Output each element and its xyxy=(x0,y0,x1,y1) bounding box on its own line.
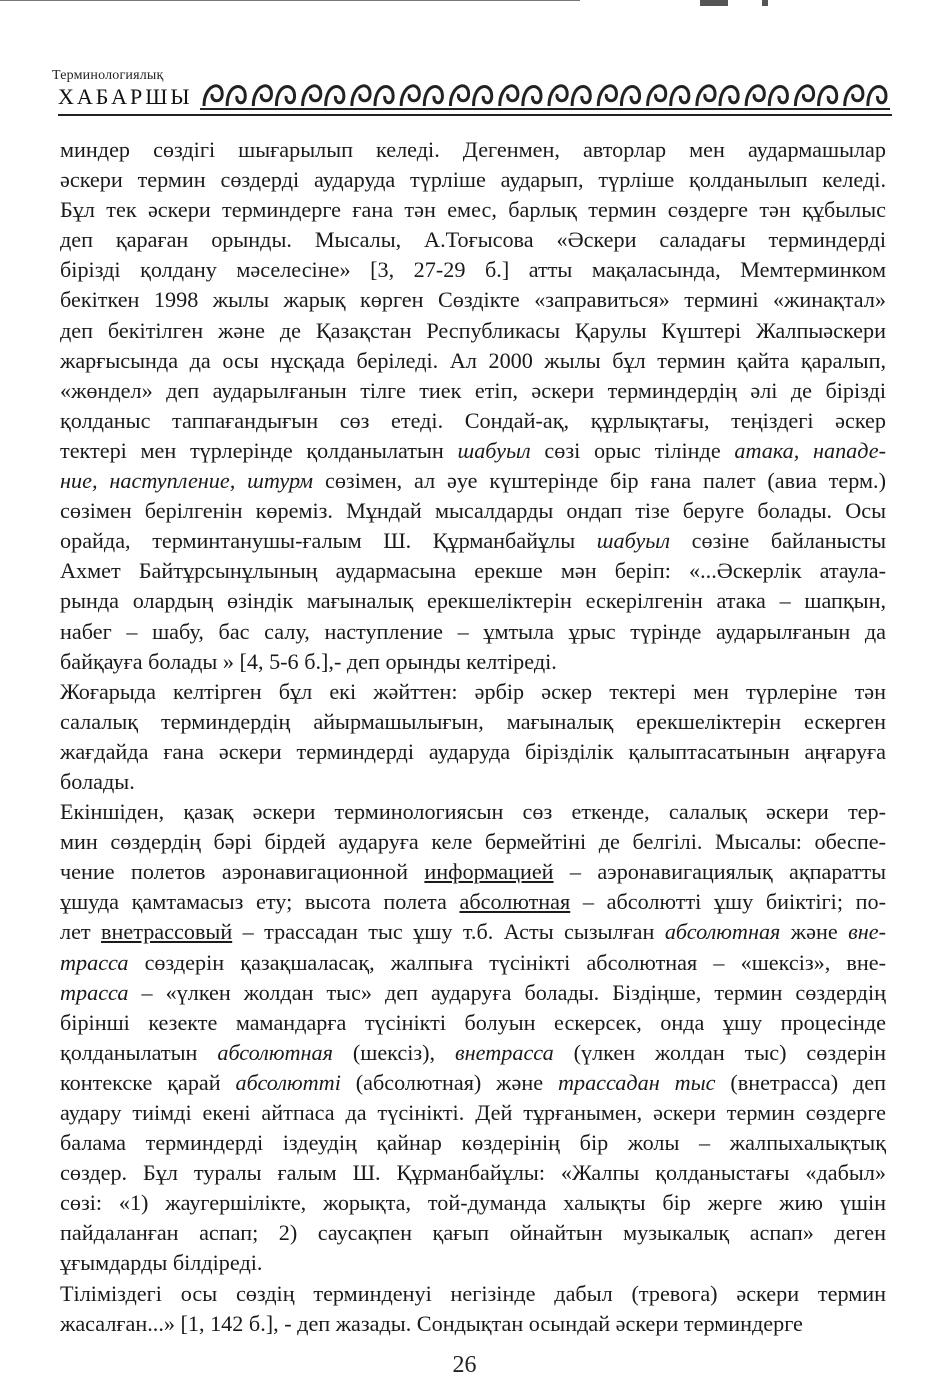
text-line xyxy=(60,285,886,315)
text-run: болады. xyxy=(60,768,135,794)
text-line xyxy=(60,1309,886,1339)
ornament-scroll xyxy=(303,86,344,106)
ornament-scroll xyxy=(352,86,393,106)
underlined-term: внетрассовый xyxy=(101,919,233,945)
text-line xyxy=(60,617,886,647)
text-run: мин сөздердің бәрі бірдей аударуға келе бермейтіні де белгілі. Мысалы: обеспе- xyxy=(60,829,886,855)
italic-term: внетрасса xyxy=(455,1039,554,1065)
text-line xyxy=(60,225,886,255)
text-run: – аэронавигациялық ақпаратты xyxy=(553,859,886,885)
text-line xyxy=(60,1008,886,1038)
text-run: (внетрасса) деп xyxy=(715,1069,886,1095)
italic-term: абсолютная xyxy=(217,1039,333,1065)
ornament-scroll xyxy=(401,86,442,106)
text-line xyxy=(60,1218,886,1248)
text-line xyxy=(60,586,886,616)
text-run: және xyxy=(780,919,849,945)
text-run: Екіншіден, қазақ әскери терминологиясын сөз еткенде, салалық әскери тер- xyxy=(60,799,886,825)
underlined-term: информацией xyxy=(424,859,554,885)
text-line xyxy=(60,948,886,978)
ornament-scroll xyxy=(598,86,639,106)
text-run: Ахмет Байтұрсынұлының аудармасына ерекше мән беріп: «...Әскерлік атаула- xyxy=(60,558,886,584)
text-run: деп қараған орынды. Мысалы, А.Тоғысова «Әскери саладағы терминдерді xyxy=(60,227,886,253)
italic-term: вне- xyxy=(848,919,886,945)
italic-term: трасса xyxy=(60,949,129,975)
text-line xyxy=(60,887,886,917)
text-line xyxy=(60,1158,886,1188)
text-run: сөздерін қазақшаласақ, жалпыға түсінікті xyxy=(128,949,587,975)
text-line xyxy=(60,737,886,767)
text-run: контекске қарай xyxy=(60,1069,236,1095)
text-run: қолданылатын xyxy=(60,1039,218,1065)
text-run: сөздер. Бұл туралы ғалым Ш. Құрманбайұлы: «Жалпы қолданыстағы «дабыл» xyxy=(60,1160,886,1186)
text-line xyxy=(60,316,886,346)
journal-header xyxy=(52,62,892,124)
text-run: вне- xyxy=(846,949,886,975)
text-run: деп бекітілген және де Қазақстан Республикасы Қарулы Күштері Жалпыәскери xyxy=(60,317,886,343)
text-run: пайдаланған аспап; 2) саусақпен қағып ойнайтын музыкалық аспап» деген xyxy=(60,1220,886,1246)
text-run: Тіліміздегі осы сөздің терминденуі негізінде дабыл (тревога) әскери термин xyxy=(60,1280,886,1306)
text-run: – «үлкен жолдан тыс» деп аударуға болады. Біздіңше, термин сөздердің xyxy=(128,979,886,1005)
text-line xyxy=(60,406,886,436)
italic-term: абсолютная xyxy=(664,919,781,945)
text-run: сөзімен, ал әуе күштерінде бір ғана палет (авиа терм.) xyxy=(313,468,886,494)
text-line xyxy=(60,767,886,797)
text-line xyxy=(60,1188,886,1218)
text-run: тектері мен түрлерінде қолданылатын xyxy=(60,437,458,463)
text-run: миндер сөздігі шығарылып келеді. Дегенмен, авторлар мен аудармашылар xyxy=(60,137,886,162)
text-line xyxy=(60,917,886,947)
text-run: бекіткен 1998 жылы жарық көрген Сөздікте «заправиться» термині «жинақтал» xyxy=(60,287,886,313)
text-line xyxy=(60,797,886,827)
text-line xyxy=(60,556,886,586)
italic-term: трасса xyxy=(60,979,129,1005)
text-line xyxy=(60,466,886,496)
text-line xyxy=(60,677,886,707)
text-run: Жоғарыда келтірген бұл екі жәйттен: әрбір әскер тектері мен түрлеріне тән xyxy=(60,678,886,704)
text-line xyxy=(60,165,886,195)
text-line xyxy=(60,376,886,406)
top-mark xyxy=(762,0,768,6)
text-line xyxy=(60,436,886,466)
text-run: орайда, терминтанушы-ғалым Ш. Құрманбайұлы xyxy=(60,528,597,554)
text-line xyxy=(60,827,886,857)
text-run: сөзіне байланысты xyxy=(670,528,886,554)
text-line xyxy=(60,1098,886,1128)
ornament-scroll xyxy=(253,86,294,106)
text-run: сөзі: «1) жаугершілікте, жорықта, той-думанда халықты бір жерге жию үшін xyxy=(60,1190,886,1216)
text-run: «жөндел» деп аударылғанын тілге тиек етіп, әскери терминдердің әлі де бірізді xyxy=(60,377,886,403)
page-number: 26 xyxy=(452,1352,477,1378)
text-run: жағдайда ғана әскери терминдерді аударуда біріздiлік қалыптасатынын аңғаруға xyxy=(60,738,886,764)
text-run: – трассадан тыс ұшу т.б. Асты сызылған xyxy=(232,919,665,945)
ornament-scroll xyxy=(500,86,541,106)
text-line xyxy=(60,346,886,376)
text-run: байқауға болады » [4, 5-6 б.],- деп орынды келтіреді. xyxy=(60,648,557,674)
italic-term: атака, нападе- xyxy=(734,437,886,463)
text-run: ұғымдарды білдіреді. xyxy=(60,1250,263,1276)
underlined-term: абсолютная xyxy=(459,889,571,915)
text-line xyxy=(60,707,886,737)
text-line xyxy=(60,1248,886,1278)
ornament-scroll xyxy=(697,86,738,106)
text-run: салалық терминдердің айырмашылығын, мағыналық ерекшеліктерін ескерген xyxy=(60,708,886,734)
text-run: (шексіз), xyxy=(332,1039,456,1065)
ornament-scroll xyxy=(450,86,491,106)
ornament-scroll xyxy=(845,86,886,106)
text-run: чение полетов аэронавигационной xyxy=(60,859,425,885)
text-run: жасалған...» [1, 142 б.], - деп жазады. Сондықтан осындай әскери терминдерге xyxy=(60,1310,803,1336)
text-run: жарғысында да осы нұсқада беріледі. Ал 2000 жылы бұл термин қайта қаралып, xyxy=(60,347,886,373)
ornament-scroll xyxy=(795,86,836,106)
ornament-scroll xyxy=(204,86,245,106)
text-line xyxy=(60,1279,886,1309)
text-line xyxy=(60,857,886,887)
text-run: сөзімен берілгенін көреміз. Мұндай мысалдарды ондап тізе беруге болады. Осы xyxy=(60,498,886,524)
text-line xyxy=(60,1128,886,1158)
body-text xyxy=(60,135,886,1339)
text-run: – «шексіз», xyxy=(697,949,847,975)
journal-title: ХАБАРШЫ xyxy=(58,84,193,109)
text-run: лет xyxy=(60,919,102,945)
text-run: абсолютная xyxy=(586,949,698,975)
italic-term: шабуыл xyxy=(596,528,670,554)
text-run: сөзі орыс тілінде xyxy=(530,437,735,463)
italic-term: абсолютті xyxy=(235,1069,341,1095)
text-line xyxy=(60,526,886,556)
top-rule xyxy=(0,0,580,1)
italic-term: ние, наступление, штурм xyxy=(60,468,314,494)
text-run: ұшуда қамтамасыз ету; высота полета xyxy=(60,889,460,915)
text-line xyxy=(60,1038,886,1068)
text-line xyxy=(60,496,886,526)
text-run: әскери термин сөздерді аударуда түрліше аударып, түрліше қолданылып келеді. xyxy=(60,167,886,193)
text-run: бірізді қолдану мәселесіне» [3, 27-29 б.] атты мақаласында, Мемтерминком xyxy=(60,257,886,283)
text-line xyxy=(60,647,886,677)
text-run: Бұл тек әскери терминдерге ғана тән емес, барлық термин сөздерге тән құбылыс xyxy=(60,197,886,223)
ornament-scroll xyxy=(746,86,787,106)
text-line xyxy=(60,978,886,1008)
top-mark xyxy=(700,0,728,6)
italic-term: шабуыл xyxy=(457,437,531,463)
text-run: бірінші кезекте мамандарға түсінікті болуын ескерсек, онда ұшу процесінде xyxy=(60,1009,886,1035)
text-run: балама терминдерді іздеудің қайнар көздерінің бір жолы – жалпыхалықтық xyxy=(60,1130,886,1156)
ornament-band xyxy=(200,76,890,112)
ornament-scroll xyxy=(648,86,689,106)
text-run: набег – шабу, бас салу, наступление – ұмтыла ұрыс түрінде аударылғанын да xyxy=(60,618,886,644)
text-line xyxy=(60,1068,886,1098)
text-line xyxy=(60,135,886,165)
text-run: аудару тиімді екені айтпаса да түсінікті. Дей тұрғанымен, әскери термин сөздерге xyxy=(60,1100,886,1125)
text-run: (үлкен жолдан тыс) сөздерін xyxy=(553,1039,886,1065)
text-run: (абсолютная) және xyxy=(340,1069,558,1095)
italic-term: трассадан тыс xyxy=(557,1069,716,1095)
text-line xyxy=(60,195,886,225)
journal-subtitle: Терминологиялық xyxy=(52,68,164,83)
ornament-scroll xyxy=(549,86,590,106)
header-rule xyxy=(58,114,892,116)
text-run: рында олардың өзіндік мағыналық ерекшеліктерін ескерілгенін атака – шапқын, xyxy=(60,588,886,614)
text-line xyxy=(60,255,886,285)
text-run: қолданыс таппағандығын сөз етеді. Сондай-ақ, құрлықтағы, теңіздегі әскер xyxy=(60,407,886,433)
text-run: – абсолютті ұшу биіктігі; по- xyxy=(570,889,886,915)
